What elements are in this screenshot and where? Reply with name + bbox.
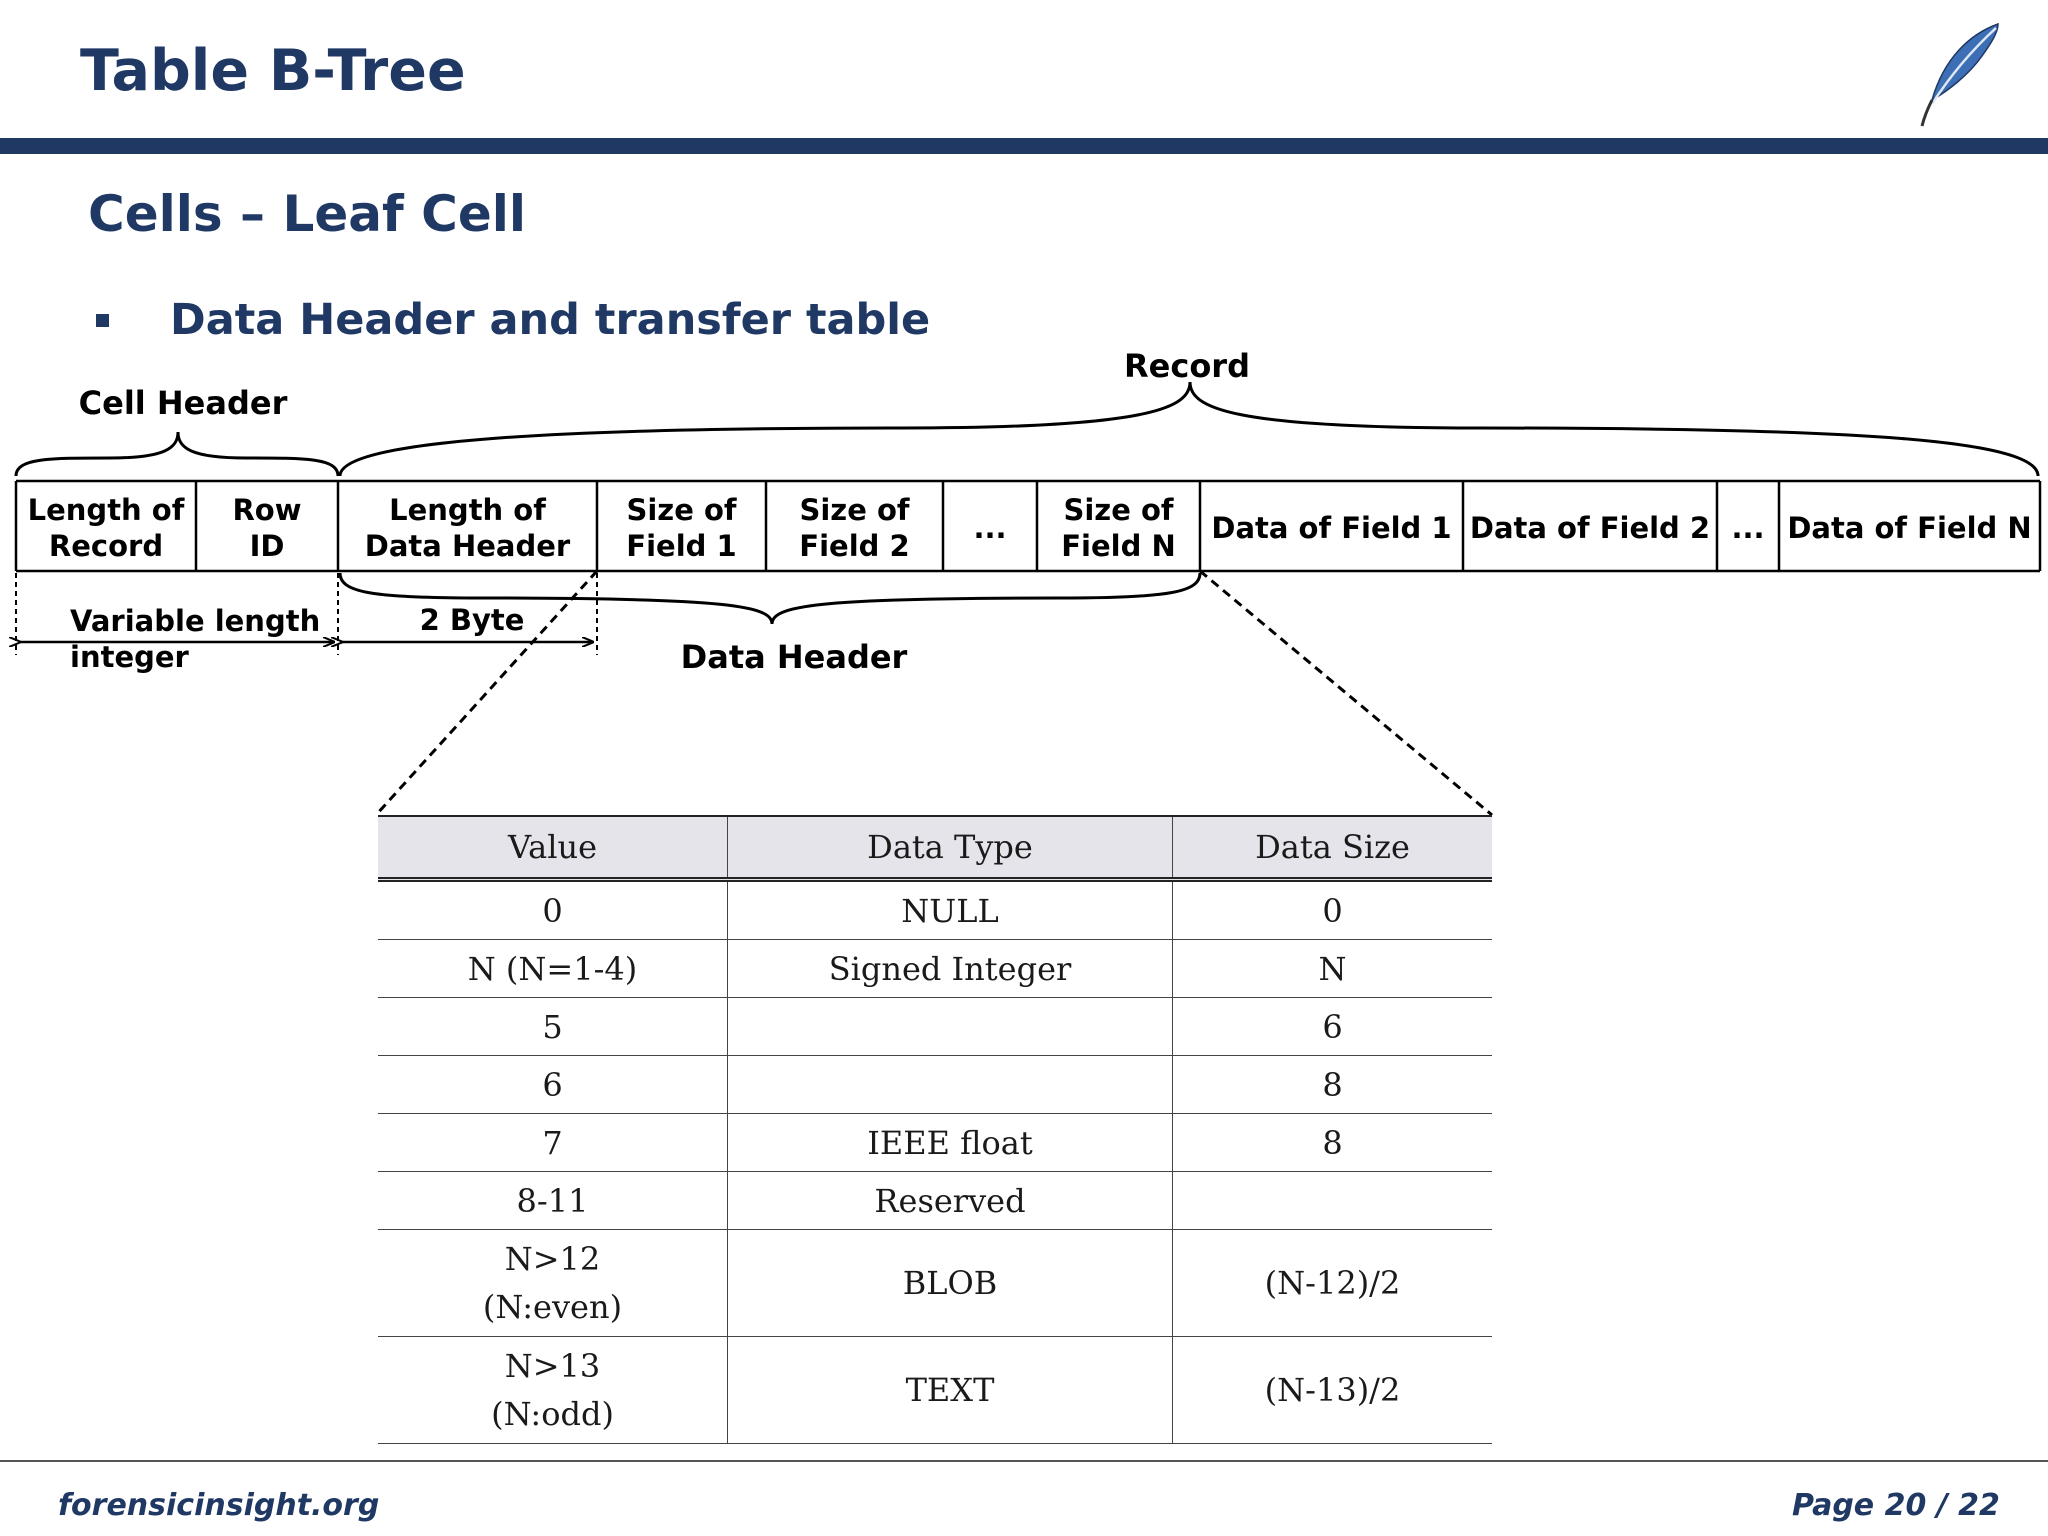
cell-header-label: Cell Header: [78, 384, 288, 422]
slide-title: Table B-Tree: [80, 38, 466, 104]
dimension-variable-label: Variable length: [70, 604, 321, 638]
cell-value: [378, 1056, 728, 1114]
cell-label: ID: [249, 529, 285, 563]
dimension-two-byte-label: 2 Byte: [419, 603, 525, 637]
cell-data-size: 0: [1173, 880, 1493, 940]
cell-header-brace: [16, 432, 338, 476]
cell-value: [378, 940, 728, 998]
cell-labels: [28, 493, 2032, 563]
cell-data-type: TEXT: [728, 1337, 1173, 1444]
section-heading: Cells – Leaf Cell: [88, 185, 527, 243]
cell-label: Data of Field 1: [1211, 511, 1452, 545]
cell-value-line: 6: [542, 1065, 563, 1104]
cell-data-type: [728, 998, 1173, 1056]
cell-value-line: 0: [542, 891, 563, 930]
cell-value: [378, 1230, 728, 1337]
cell-value-line: (N:even): [482, 1288, 623, 1326]
cell-label: Size of: [799, 493, 910, 527]
cell-data-size: (N-12)/2: [1173, 1230, 1493, 1337]
cell-value-line: N>13: [504, 1347, 601, 1385]
cell-value: [378, 880, 728, 940]
cell-label: Data of Field N: [1787, 511, 2032, 545]
table-row: [378, 940, 1492, 998]
cell-label: Field 2: [799, 529, 910, 563]
table-row: [378, 1230, 1492, 1337]
table-row: [378, 1056, 1492, 1114]
header-value: Value: [378, 816, 728, 880]
cell-data-type: Reserved: [728, 1172, 1173, 1230]
cell-data-type: NULL: [728, 880, 1173, 940]
table-row: [378, 1172, 1492, 1230]
cell-data-type: BLOB: [728, 1230, 1173, 1337]
table-row: [378, 1337, 1492, 1444]
serial-type-table: [378, 815, 1492, 1444]
cell-label: Row: [232, 493, 302, 527]
dimension-variable-label-line2: integer: [70, 640, 189, 674]
cell-value: [378, 1114, 728, 1172]
record-brace: [340, 382, 2038, 476]
footer-site: forensicinsight.org: [58, 1488, 380, 1523]
cell-value-line: 7: [542, 1123, 563, 1162]
cell-data-type: [728, 1056, 1173, 1114]
cell-value: [378, 1337, 728, 1444]
cell-label: Length of: [27, 493, 185, 527]
cell-data-type: Signed Integer: [728, 940, 1173, 998]
cell-data-size: 8: [1173, 1114, 1493, 1172]
cell-data-size: 6: [1173, 998, 1493, 1056]
cell-label: Field 1: [626, 529, 737, 563]
cell-value: [378, 1172, 728, 1230]
cell-data-size: N: [1173, 940, 1493, 998]
header-data-type: Data Type: [728, 816, 1173, 880]
cell-value-line: N (N=1-4): [467, 949, 638, 988]
cell-value-line: N>12: [504, 1240, 601, 1278]
table-row: [378, 1114, 1492, 1172]
cell-label: Length of: [389, 493, 546, 527]
bullet-text: Data Header and transfer table: [170, 295, 931, 345]
table-row: [378, 998, 1492, 1056]
cell-value: [378, 998, 728, 1056]
cell-data-size: (N-13)/2: [1173, 1337, 1493, 1444]
cell-label: Data of Field 2: [1469, 511, 1711, 545]
cell-label: Size of: [1063, 493, 1174, 527]
table-row: [378, 880, 1492, 940]
cell-label: Record: [48, 529, 164, 563]
cell-label: Field N: [1061, 529, 1176, 563]
cell-label: ...: [973, 511, 1007, 545]
cell-data-type: IEEE float: [728, 1114, 1173, 1172]
zoom-lines: [376, 571, 1492, 815]
data-header-label: Data Header: [680, 638, 908, 676]
cell-label: Data Header: [364, 529, 571, 563]
record-label: Record: [1124, 347, 1250, 385]
cell-data-size: [1173, 1172, 1493, 1230]
cell-data-size: 8: [1173, 1056, 1493, 1114]
cell-value-line: (N:odd): [491, 1395, 614, 1433]
cell-value-line: 8-11: [516, 1181, 589, 1220]
cell-value-line: 5: [542, 1007, 563, 1046]
footer-divider: [0, 1460, 2048, 1462]
cell-label: ...: [1731, 511, 1765, 545]
page-number: Page 20 / 22: [1792, 1488, 2000, 1523]
cell-label: Size of: [626, 493, 737, 527]
header-data-size: Data Size: [1173, 816, 1493, 880]
